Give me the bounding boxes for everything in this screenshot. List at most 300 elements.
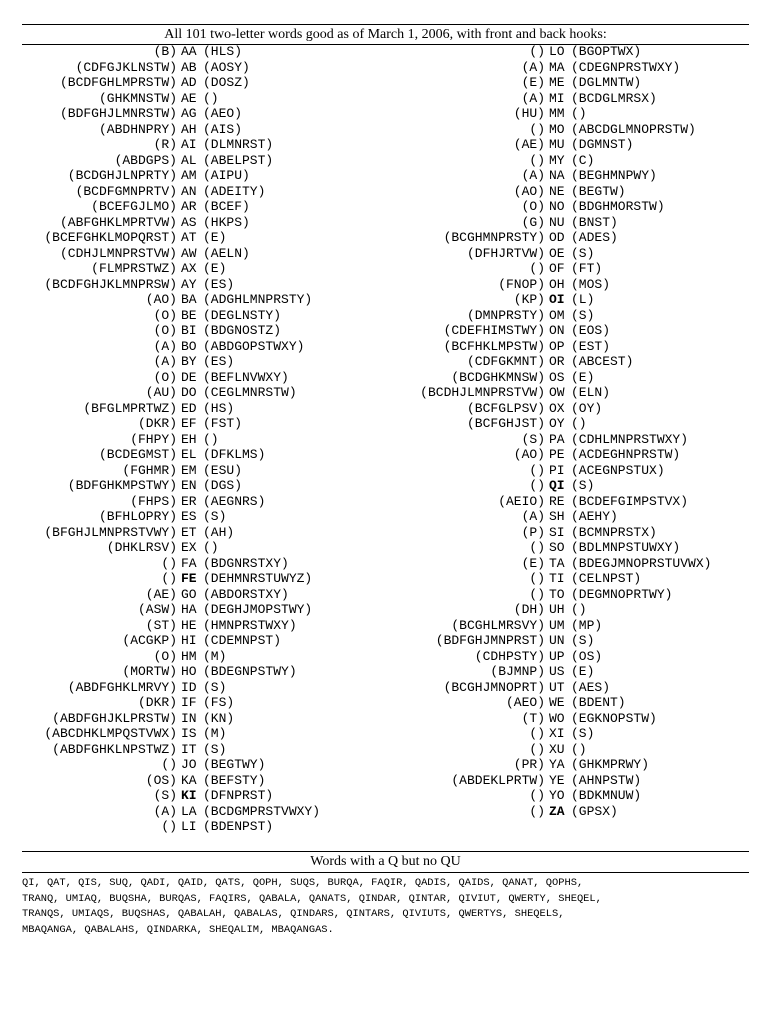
back-hooks: (DGS) bbox=[203, 478, 243, 493]
back-hooks: (BGOPTWX) bbox=[571, 44, 642, 59]
two-letter-word: ET bbox=[181, 524, 197, 540]
front-hooks: (DKR) bbox=[137, 695, 177, 710]
front-hooks: (G) bbox=[521, 214, 545, 230]
word-row bbox=[385, 556, 770, 572]
word-row bbox=[385, 804, 770, 820]
front-hooks: (FNOP) bbox=[498, 276, 545, 292]
two-letter-word: GO bbox=[181, 586, 197, 602]
back-hooks: (DEGHJMOPSTWY) bbox=[203, 602, 313, 617]
two-letter-word: UP bbox=[549, 648, 565, 664]
two-letter-word: BE bbox=[181, 307, 197, 323]
two-letter-word: OM bbox=[549, 307, 565, 323]
word-row bbox=[385, 509, 770, 525]
front-hooks: () bbox=[161, 757, 177, 772]
front-hooks: () bbox=[529, 462, 545, 478]
two-letter-word: YE bbox=[549, 772, 565, 788]
word-row bbox=[0, 75, 385, 91]
word-row bbox=[385, 757, 770, 773]
word-row bbox=[0, 60, 385, 76]
back-hooks: (M) bbox=[203, 648, 227, 664]
word-row bbox=[385, 447, 770, 463]
two-letter-word: HO bbox=[181, 664, 197, 679]
back-hooks: (AIPU) bbox=[203, 168, 250, 183]
word-row bbox=[385, 230, 770, 246]
two-letter-word: MU bbox=[549, 137, 565, 152]
word-row bbox=[0, 742, 385, 758]
back-hooks: (HS) bbox=[203, 400, 235, 416]
front-hooks: (A) bbox=[521, 509, 545, 524]
front-hooks: (DH) bbox=[513, 602, 545, 617]
back-hooks: (BDEGJMNOPRSTUVWX) bbox=[571, 555, 712, 571]
word-row bbox=[385, 385, 770, 401]
two-letter-word: HM bbox=[181, 648, 197, 664]
word-row bbox=[385, 184, 770, 200]
front-hooks: (BCGHJMNOPRT) bbox=[443, 679, 545, 695]
front-hooks: (ABDFGHKLMRVY) bbox=[67, 679, 177, 695]
two-letter-word: UN bbox=[549, 633, 565, 648]
q-word-list bbox=[22, 876, 749, 938]
front-hooks: (BCDFGHJKLMNPRSW) bbox=[44, 276, 177, 292]
two-letter-word: AM bbox=[181, 168, 197, 183]
word-row bbox=[385, 168, 770, 184]
two-letter-word: SI bbox=[549, 524, 565, 540]
q-word-line: QI, QAT, QIS, SUQ, QADI, QAID, QATS, QOPH, SUQS, BURQA, FAQIR, QADIS, QAIDS, QANAT, QOPHS, bbox=[22, 877, 584, 889]
front-hooks: (S) bbox=[521, 431, 545, 447]
front-hooks: (ABDEKLPRTW) bbox=[451, 772, 545, 788]
word-row bbox=[0, 556, 385, 572]
front-hooks: (DKR) bbox=[137, 416, 177, 431]
two-letter-word: AH bbox=[181, 121, 197, 137]
front-hooks: (ABDHNPRY) bbox=[98, 121, 177, 137]
word-row bbox=[0, 153, 385, 169]
back-hooks: (BEGTWY) bbox=[203, 757, 266, 772]
word-row bbox=[385, 199, 770, 215]
back-hooks: (FT) bbox=[571, 261, 603, 276]
q-section-title-rule bbox=[22, 872, 749, 873]
two-letter-word: AN bbox=[181, 183, 197, 199]
two-letter-word: TA bbox=[549, 555, 565, 571]
two-letter-word: EL bbox=[181, 447, 197, 462]
word-row bbox=[385, 137, 770, 153]
back-hooks: (HLS) bbox=[203, 44, 243, 59]
word-row bbox=[385, 246, 770, 262]
word-row bbox=[385, 60, 770, 76]
front-hooks: (CDHJLMNPRSTVW) bbox=[59, 245, 177, 261]
word-row bbox=[385, 44, 770, 60]
back-hooks: (S) bbox=[571, 478, 595, 493]
two-letter-word: OI bbox=[549, 292, 565, 307]
front-hooks: (BDFGHJMNPRST) bbox=[435, 633, 545, 648]
two-letter-word: JO bbox=[181, 757, 197, 772]
two-letter-word: IN bbox=[181, 710, 197, 726]
back-hooks: (DEHMNRSTUWYZ) bbox=[203, 571, 313, 586]
back-hooks: (S) bbox=[203, 509, 227, 524]
front-hooks: (BDFGHJLMNRSTW) bbox=[59, 106, 177, 121]
back-hooks: (DEGLNSTY) bbox=[203, 307, 282, 323]
word-row bbox=[385, 695, 770, 711]
back-hooks: (OS) bbox=[571, 648, 603, 664]
back-hooks: (S) bbox=[571, 307, 595, 323]
back-hooks: (ACEGNPSTUX) bbox=[571, 462, 665, 478]
two-letter-word: NU bbox=[549, 214, 565, 230]
two-letter-word: MO bbox=[549, 121, 565, 137]
word-row bbox=[385, 106, 770, 122]
front-hooks: (ABDFGHKLNPSTWZ) bbox=[52, 741, 177, 757]
q-word-line: MBAQANGA, QABALAHS, QINDARKA, SHEQALIM, MBAQANGAS. bbox=[22, 923, 334, 936]
word-row bbox=[0, 261, 385, 277]
word-row bbox=[385, 494, 770, 510]
front-hooks: (BJMNP) bbox=[490, 664, 545, 679]
two-letter-word: BA bbox=[181, 292, 197, 307]
q-section-top-rule bbox=[22, 851, 749, 852]
back-hooks: (BDGNOSTZ) bbox=[203, 323, 282, 338]
front-hooks: (ABDFGHJKLPRSTW) bbox=[52, 710, 177, 726]
front-hooks: (A) bbox=[521, 59, 545, 75]
two-letter-word: IT bbox=[181, 741, 197, 757]
front-hooks: (GHKMNSTW) bbox=[98, 90, 177, 106]
front-hooks: (A) bbox=[521, 168, 545, 183]
two-letter-word: AR bbox=[181, 199, 197, 214]
word-row bbox=[385, 711, 770, 727]
two-letter-word: MI bbox=[549, 90, 565, 106]
two-letter-word: SH bbox=[549, 509, 565, 524]
two-letter-word: HE bbox=[181, 617, 197, 633]
back-hooks: (BEGHMNPWY) bbox=[571, 168, 657, 183]
word-row bbox=[385, 153, 770, 169]
two-letter-word: AD bbox=[181, 75, 197, 90]
front-hooks: (PR) bbox=[513, 757, 545, 772]
two-letter-word: EH bbox=[181, 431, 197, 447]
front-hooks: (ABFGHKLMPRTVW) bbox=[59, 214, 177, 230]
word-row bbox=[0, 44, 385, 60]
word-row bbox=[385, 649, 770, 665]
front-hooks: (AO) bbox=[513, 183, 545, 199]
word-row bbox=[0, 773, 385, 789]
word-row bbox=[385, 277, 770, 293]
two-letter-word: DE bbox=[181, 369, 197, 385]
back-hooks: (BEFSTY) bbox=[203, 772, 266, 788]
front-hooks: (BDFGHKMPSTWY) bbox=[67, 478, 177, 493]
front-hooks: (FHPS) bbox=[130, 493, 177, 509]
front-hooks: (FHPY) bbox=[130, 431, 177, 447]
back-hooks: (EOS) bbox=[571, 323, 611, 338]
two-letter-word: AT bbox=[181, 230, 197, 245]
word-row bbox=[385, 571, 770, 587]
back-hooks: (S) bbox=[571, 726, 595, 741]
two-letter-word: MM bbox=[549, 106, 565, 121]
back-hooks: (MOS) bbox=[571, 276, 611, 292]
back-hooks: (BEGTW) bbox=[571, 183, 626, 199]
back-hooks: (BDEGNPSTWY) bbox=[203, 664, 297, 679]
front-hooks: (KP) bbox=[513, 292, 545, 307]
back-hooks: (BDGNRSTXY) bbox=[203, 555, 289, 571]
two-letter-word: HI bbox=[181, 633, 197, 648]
word-row bbox=[0, 215, 385, 231]
back-hooks: (BDGHMORSTW) bbox=[571, 199, 665, 214]
back-hooks: (ABCDGLMNOPRSTW) bbox=[571, 121, 696, 137]
word-row bbox=[385, 680, 770, 696]
word-row bbox=[0, 478, 385, 494]
two-letter-word: AB bbox=[181, 59, 197, 75]
front-hooks: (BCGHMNPRSTY) bbox=[443, 230, 545, 245]
front-hooks: (BFGLMPRTWZ) bbox=[83, 400, 177, 416]
word-row bbox=[0, 494, 385, 510]
back-hooks: (ELN) bbox=[571, 385, 611, 400]
back-hooks: (KN) bbox=[203, 710, 235, 726]
front-hooks: () bbox=[529, 586, 545, 602]
word-row bbox=[0, 819, 385, 835]
back-hooks: (BDENPST) bbox=[203, 819, 274, 834]
back-hooks: (ABCEST) bbox=[571, 354, 634, 369]
word-row bbox=[385, 215, 770, 231]
word-row bbox=[0, 91, 385, 107]
two-letter-word: WO bbox=[549, 710, 565, 726]
front-hooks: (ACGKP) bbox=[122, 633, 177, 648]
back-hooks: (EGKNOPSTW) bbox=[571, 710, 657, 726]
front-hooks: (DHKLRSV) bbox=[106, 540, 177, 555]
front-hooks: (DMNPRSTY) bbox=[466, 307, 545, 323]
front-hooks: () bbox=[529, 540, 545, 555]
front-hooks: (O) bbox=[153, 369, 177, 385]
two-letter-word: QI bbox=[549, 478, 565, 493]
q-section-title: Words with a Q but no QU bbox=[310, 854, 461, 869]
back-hooks: (OY) bbox=[571, 400, 603, 416]
two-letter-word: LO bbox=[549, 44, 565, 59]
back-hooks: (ABDGOPSTWXY) bbox=[203, 338, 305, 354]
two-letter-word: MA bbox=[549, 59, 565, 75]
two-letter-word: IF bbox=[181, 695, 197, 710]
back-hooks: (CDEMNPST) bbox=[203, 633, 282, 648]
back-hooks: (E) bbox=[571, 369, 595, 385]
back-hooks: (BDLMNPSTUWXY) bbox=[571, 540, 681, 555]
back-hooks: (MP) bbox=[571, 617, 603, 633]
word-row bbox=[0, 122, 385, 138]
back-hooks: (FST) bbox=[203, 416, 243, 431]
word-row bbox=[385, 587, 770, 603]
front-hooks: (AO) bbox=[145, 292, 177, 307]
back-hooks: (BCEF) bbox=[203, 199, 250, 214]
front-hooks: () bbox=[161, 555, 177, 571]
back-hooks: (AEGNRS) bbox=[203, 493, 266, 509]
back-hooks: (C) bbox=[571, 152, 595, 168]
word-row bbox=[385, 308, 770, 324]
two-letter-word: KA bbox=[181, 772, 197, 788]
two-letter-word: FE bbox=[181, 571, 197, 586]
front-hooks: (ASW) bbox=[137, 602, 177, 617]
front-hooks: (BCEFGJLMO) bbox=[91, 199, 177, 214]
two-letter-word: XI bbox=[549, 726, 565, 741]
two-letter-word: ME bbox=[549, 75, 565, 90]
front-hooks: () bbox=[529, 788, 545, 803]
two-letter-word: FA bbox=[181, 555, 197, 571]
two-letter-word: DO bbox=[181, 385, 197, 400]
front-hooks: (AU) bbox=[145, 385, 177, 400]
word-row bbox=[385, 339, 770, 355]
front-hooks: (CDHPSTY) bbox=[474, 648, 545, 664]
front-hooks: (AE) bbox=[145, 586, 177, 602]
word-row bbox=[0, 540, 385, 556]
word-row bbox=[0, 726, 385, 742]
front-hooks: (HU) bbox=[513, 106, 545, 121]
word-row bbox=[385, 540, 770, 556]
word-row bbox=[0, 571, 385, 587]
word-row bbox=[0, 137, 385, 153]
front-hooks: (BFHLOPRY) bbox=[98, 509, 177, 524]
two-letter-word: AI bbox=[181, 137, 197, 152]
two-letter-word: US bbox=[549, 664, 565, 679]
two-letter-word: ER bbox=[181, 493, 197, 509]
word-row bbox=[385, 525, 770, 541]
back-hooks: (DFNPRST) bbox=[203, 788, 274, 803]
back-hooks: () bbox=[571, 416, 587, 431]
front-hooks: (A) bbox=[521, 90, 545, 106]
back-hooks: (HKPS) bbox=[203, 214, 250, 230]
word-row bbox=[385, 742, 770, 758]
word-row bbox=[0, 168, 385, 184]
front-hooks: (ABCDHKLMPQSTVWX) bbox=[44, 726, 177, 741]
back-hooks: (BNST) bbox=[571, 214, 618, 230]
two-letter-word: AG bbox=[181, 106, 197, 121]
back-hooks: (DGLMNTW) bbox=[571, 75, 642, 90]
back-hooks: (ABDORSTXY) bbox=[203, 586, 289, 602]
back-hooks: (DFKLMS) bbox=[203, 447, 266, 462]
word-row bbox=[385, 416, 770, 432]
back-hooks: (AHNPSTW) bbox=[571, 772, 642, 788]
word-row bbox=[385, 261, 770, 277]
back-hooks: (AEHY) bbox=[571, 509, 618, 524]
two-letter-word: NA bbox=[549, 168, 565, 183]
front-hooks: (BCDEGMST) bbox=[98, 447, 177, 462]
back-hooks: (BCDGMPRSTVWXY) bbox=[203, 803, 321, 819]
two-letter-word: OW bbox=[549, 385, 565, 400]
front-hooks: () bbox=[161, 819, 177, 834]
back-hooks: (E) bbox=[203, 230, 227, 245]
back-hooks: () bbox=[203, 540, 219, 555]
back-hooks: (E) bbox=[203, 261, 227, 276]
back-hooks: (S) bbox=[571, 633, 595, 648]
back-hooks: (AES) bbox=[571, 679, 611, 695]
two-letter-word: EN bbox=[181, 478, 197, 493]
back-hooks: (M) bbox=[203, 726, 227, 741]
front-hooks: (BCFGLPSV) bbox=[466, 400, 545, 416]
word-row bbox=[0, 447, 385, 463]
word-row bbox=[0, 432, 385, 448]
word-row bbox=[385, 432, 770, 448]
back-hooks: (DLMNRST) bbox=[203, 137, 274, 152]
back-hooks: (BEFLNVWXY) bbox=[203, 369, 289, 385]
two-letter-word: OF bbox=[549, 261, 565, 276]
front-hooks: (BCDGHKMNSW) bbox=[451, 369, 545, 385]
back-hooks: (DGMNST) bbox=[571, 137, 634, 152]
two-letter-word: EF bbox=[181, 416, 197, 431]
two-letter-word: NO bbox=[549, 199, 565, 214]
word-row bbox=[0, 602, 385, 618]
two-letter-word: OY bbox=[549, 416, 565, 431]
front-hooks: (S) bbox=[153, 788, 177, 803]
back-hooks: (GHKMPRWY) bbox=[571, 757, 650, 772]
word-row bbox=[0, 292, 385, 308]
word-row bbox=[385, 773, 770, 789]
back-hooks: () bbox=[203, 90, 219, 106]
word-row bbox=[0, 184, 385, 200]
front-hooks: (BCDFGMNPRTV) bbox=[75, 183, 177, 199]
front-hooks: (E) bbox=[521, 555, 545, 571]
front-hooks: (O) bbox=[153, 648, 177, 664]
back-hooks: (AIS) bbox=[203, 121, 243, 137]
word-row bbox=[0, 711, 385, 727]
back-hooks: (E) bbox=[571, 664, 595, 679]
two-letter-word: BI bbox=[181, 323, 197, 338]
right-word-column bbox=[385, 44, 770, 819]
front-hooks: (A) bbox=[153, 354, 177, 369]
word-row bbox=[0, 323, 385, 339]
two-letter-word: ZA bbox=[549, 803, 565, 819]
front-hooks: (ST) bbox=[145, 617, 177, 633]
front-hooks: () bbox=[529, 726, 545, 741]
two-letter-word: TI bbox=[549, 571, 565, 586]
two-letter-word: OH bbox=[549, 276, 565, 292]
front-hooks: (AO) bbox=[513, 447, 545, 462]
front-hooks: (BCDHJLMNPRSTVW) bbox=[420, 385, 545, 400]
back-hooks: (CELNPST) bbox=[571, 571, 642, 586]
front-hooks: (ABDGPS) bbox=[114, 152, 177, 168]
two-letter-word: YO bbox=[549, 788, 565, 803]
back-hooks: (ES) bbox=[203, 276, 235, 292]
word-row bbox=[0, 416, 385, 432]
front-hooks: (BCFGHJST) bbox=[466, 416, 545, 431]
word-row bbox=[0, 680, 385, 696]
back-hooks: (L) bbox=[571, 292, 595, 307]
front-hooks: (AEO) bbox=[505, 695, 545, 710]
back-hooks: (BCMNPRSTX) bbox=[571, 524, 657, 540]
back-hooks: (EST) bbox=[571, 338, 611, 354]
back-hooks: () bbox=[571, 602, 587, 617]
two-letter-word: UM bbox=[549, 617, 565, 633]
two-letter-word: LI bbox=[181, 819, 197, 834]
word-row bbox=[385, 726, 770, 742]
two-letter-word: AA bbox=[181, 44, 197, 59]
front-hooks: () bbox=[529, 121, 545, 137]
word-row bbox=[385, 91, 770, 107]
two-letter-word: AW bbox=[181, 245, 197, 261]
word-row bbox=[0, 509, 385, 525]
back-hooks: (AEO) bbox=[203, 106, 243, 121]
page-title: All 101 two-letter words good as of March 1, 2006, with front and back hooks: bbox=[164, 27, 607, 42]
two-letter-word: RE bbox=[549, 493, 565, 509]
word-row bbox=[0, 587, 385, 603]
two-letter-word: OR bbox=[549, 354, 565, 369]
two-letter-word: KI bbox=[181, 788, 197, 803]
top-rule bbox=[22, 24, 749, 25]
word-row bbox=[385, 75, 770, 91]
word-row bbox=[0, 106, 385, 122]
word-row bbox=[385, 633, 770, 649]
two-letter-word: ON bbox=[549, 323, 565, 338]
front-hooks: (CDEFHIMSTWY) bbox=[443, 323, 545, 338]
two-letter-word: YA bbox=[549, 757, 565, 772]
word-row bbox=[385, 788, 770, 804]
word-row bbox=[385, 664, 770, 680]
left-word-column bbox=[0, 44, 385, 835]
front-hooks: (T) bbox=[521, 710, 545, 726]
two-letter-word: TO bbox=[549, 586, 565, 602]
front-hooks: (FLMPRSTWZ) bbox=[91, 261, 177, 276]
two-letter-word: AX bbox=[181, 261, 197, 276]
back-hooks: (DEGMNOPRTWY) bbox=[571, 586, 673, 602]
back-hooks: (CDHLMNPRSTWXY) bbox=[571, 431, 689, 447]
back-hooks: () bbox=[203, 431, 219, 447]
back-hooks: (S) bbox=[571, 245, 595, 261]
